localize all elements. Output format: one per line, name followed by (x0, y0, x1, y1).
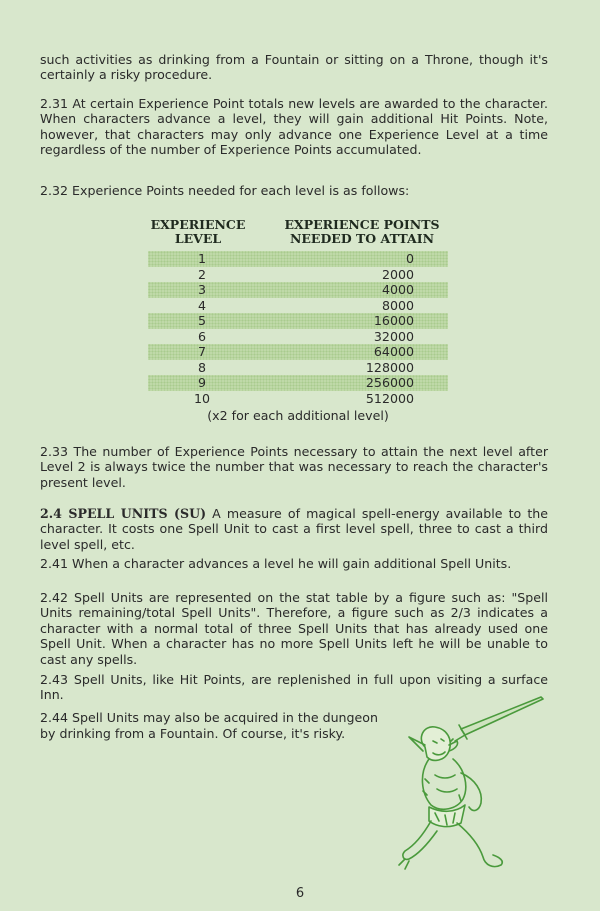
paragraph-2-44-line2: by drinking from a Fountain. Of course, it's risky. (40, 726, 346, 741)
points-cell: 512000 (365, 390, 414, 406)
points-cell: 0 (405, 251, 414, 266)
points-cell: 4000 (381, 282, 414, 297)
paragraph-2-31: 2.31 At certain Experience Point totals new levels are awarded to the character. When characters advance a level, they will gain additional Hit Points. Note, however, that characters may only advance one Experience Level at a time regardless of the number of Experience Points accumulated. (40, 96, 548, 158)
table-row (148, 313, 448, 329)
table-row (148, 298, 448, 314)
points-cell: 32000 (373, 328, 414, 344)
points-cell: 256000 (365, 375, 414, 390)
table-row (148, 360, 448, 376)
table-header-level (148, 218, 248, 246)
paragraph-2-32: 2.32 Experience Points needed for each level is as follows: (40, 183, 410, 198)
points-cell: 128000 (365, 359, 414, 375)
header-text: NEEDED TO ATTAIN (289, 231, 435, 246)
level-cell: 2 (197, 266, 206, 282)
level-cell: 1 (197, 251, 206, 266)
level-cell: 5 (197, 313, 206, 328)
table-row (148, 391, 448, 407)
table-note: (x2 for each additional level) (207, 408, 389, 423)
points-cell: 64000 (373, 344, 414, 359)
table-row (148, 251, 448, 267)
points-cell: 16000 (373, 313, 414, 328)
paragraph-2-44-line1: 2.44 Spell Units may also be acquired in the dungeon (40, 710, 378, 725)
header-text: EXPERIENCE POINTS (284, 217, 440, 232)
header-text: EXPERIENCE (150, 217, 246, 232)
level-cell: 9 (197, 375, 206, 390)
level-cell: 3 (197, 282, 206, 297)
section-text: A measure of magical spell-energy available to the character. It costs one Spell Unit to cast a first level spell, three to cast a third level spell, etc. (40, 506, 548, 552)
table-row (148, 267, 448, 283)
level-cell: 4 (197, 297, 206, 313)
table-row (148, 344, 448, 360)
table-row (148, 375, 448, 391)
goblin-with-sword-icon (395, 695, 555, 880)
table-body (148, 251, 448, 406)
header-text: LEVEL (174, 231, 222, 246)
section-heading: 2.4 SPELL UNITS (SU) (40, 506, 207, 521)
table-header-points (276, 218, 448, 246)
level-cell: 6 (197, 328, 206, 344)
table-row (148, 329, 448, 345)
paragraph-continuation: such activities as drinking from a Fountain or sitting on a Throne, though it's certainly a risky procedure. (40, 52, 548, 83)
page-number: 6 (295, 886, 305, 901)
paragraph-2-4 (40, 506, 548, 552)
paragraph-2-41: 2.41 When a character advances a level he will gain additional Spell Units. (40, 556, 512, 571)
points-cell: 8000 (381, 297, 414, 313)
level-cell: 7 (197, 344, 206, 359)
points-cell: 2000 (381, 266, 414, 282)
paragraph-2-42: 2.42 Spell Units are represented on the stat table by a figure such as: "Spell Units remaining/total Spell Units". Therefore, a figure such as 2/3 indicates a character with a normal total of three Spell Units that has already used one Spell Unit. When a character has no more Spell Units left he will be unable to cast any spells. (40, 590, 548, 667)
paragraph-2-43: 2.43 Spell Units, like Hit Points, are replenished in full upon visiting a surface Inn. (40, 672, 548, 703)
table-row (148, 282, 448, 298)
level-cell: 8 (197, 359, 206, 375)
paragraph-2-33: 2.33 The number of Experience Points necessary to attain the next level after Level 2 is always twice the number that was necessary to reach the character's present level. (40, 444, 548, 490)
level-cell: 10 (193, 390, 211, 406)
